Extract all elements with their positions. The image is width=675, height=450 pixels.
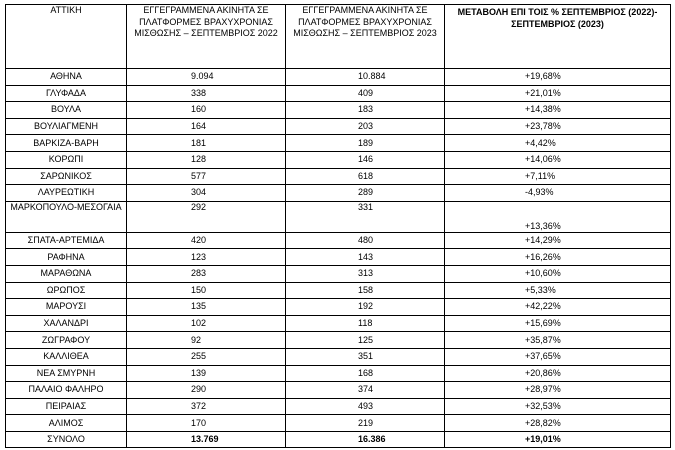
table-row (6, 415, 671, 432)
cell-count-2023: 409 (286, 85, 445, 102)
cell-change: +42,22% (445, 299, 671, 316)
cell-change: +14,06% (445, 151, 671, 168)
cell-count-2022: 577 (127, 168, 286, 185)
cell-count-2023: 168 (286, 365, 445, 382)
cell-municipality: ΚΑΛΛΙΘΕΑ (6, 348, 127, 365)
table-row (6, 85, 671, 102)
cell-municipality: ΑΘΗΝΑ (6, 69, 127, 86)
cell-change: -4,93% (445, 185, 671, 202)
table-row (6, 118, 671, 135)
cell-count-2023: 618 (286, 168, 445, 185)
cell-change: +19,68% (445, 69, 671, 86)
cell-change: +21,01% (445, 85, 671, 102)
cell-count-2022: 372 (127, 398, 286, 415)
cell-count-2022: 164 (127, 118, 286, 135)
cell-count-2023: 146 (286, 151, 445, 168)
cell-count-2022: 139 (127, 365, 286, 382)
cell-count-2023: 189 (286, 135, 445, 152)
cell-count-2022: 170 (127, 415, 286, 432)
table-row (6, 151, 671, 168)
cell-change: +37,65% (445, 348, 671, 365)
header-row (6, 5, 671, 69)
cell-change: +15,69% (445, 315, 671, 332)
cell-count-2022: 181 (127, 135, 286, 152)
table-row (6, 315, 671, 332)
cell-change: +10,60% (445, 265, 671, 282)
cell-municipality: ΠΑΛΑΙΟ ΦΑΛΗΡΟ (6, 382, 127, 399)
cell-count-2022: 290 (127, 382, 286, 399)
table-row (6, 201, 671, 232)
cell-municipality: ΖΩΓΡΑΦΟΥ (6, 332, 127, 349)
cell-count-2022: 292 (127, 201, 286, 232)
cell-municipality: ΧΑΛΑΝΔΡΙ (6, 315, 127, 332)
cell-count-2023: 183 (286, 102, 445, 119)
cell-count-2023: 158 (286, 282, 445, 299)
cell-municipality: ΝΕΑ ΣΜΥΡΝΗ (6, 365, 127, 382)
cell-municipality: ΜΑΡΑΘΩΝΑ (6, 265, 127, 282)
cell-change: +35,87% (445, 332, 671, 349)
cell-count-2023: 493 (286, 398, 445, 415)
table-row (6, 282, 671, 299)
cell-municipality: ΩΡΩΠΟΣ (6, 282, 127, 299)
cell-count-2023: 192 (286, 299, 445, 316)
rental-properties-table (5, 4, 671, 448)
cell-change: +5,33% (445, 282, 671, 299)
cell-count-2023: 331 (286, 201, 445, 232)
cell-municipality: ΒΟΥΛΑ (6, 102, 127, 119)
cell-count-2023: 313 (286, 265, 445, 282)
cell-count-2023: 289 (286, 185, 445, 202)
cell-change: +4,42% (445, 135, 671, 152)
cell-count-2022: 150 (127, 282, 286, 299)
total-label: ΣΥΝΟΛΟ (6, 431, 127, 448)
cell-count-2022: 102 (127, 315, 286, 332)
cell-municipality: ΡΑΦΗΝΑ (6, 249, 127, 266)
table-row (6, 299, 671, 316)
cell-municipality: ΣΠΑΤΑ-ΑΡΤΕΜΙΔΑ (6, 232, 127, 249)
cell-municipality: ΠΕΙΡΑΙΑΣ (6, 398, 127, 415)
cell-municipality: ΚΟΡΩΠΙ (6, 151, 127, 168)
cell-change: +14,38% (445, 102, 671, 119)
cell-change: +13,36% (445, 201, 671, 232)
header-sept-2023: ΕΓΓΕΓΡΑΜΜΕΝΑ ΑΚΙΝΗΤΑ ΣΕ ΠΛΑΤΦΟΡΜΕΣ ΒΡΑΧΥΧΡΟΝΙΑΣ ΜΙΣΘΩΣΗΣ – ΣΕΠΤΕΜΒΡΙΟΣ 2023 (286, 5, 445, 69)
cell-count-2023: 118 (286, 315, 445, 332)
table-row (6, 265, 671, 282)
total-count-2022: 13.769 (127, 431, 286, 448)
cell-count-2022: 420 (127, 232, 286, 249)
cell-municipality: ΒΑΡΚΙΖΑ-ΒΑΡΗ (6, 135, 127, 152)
table-row (6, 249, 671, 266)
cell-count-2022: 9.094 (127, 69, 286, 86)
header-region: ΑΤΤΙΚΗ (6, 5, 127, 69)
cell-municipality: ΜΑΡΟΥΣΙ (6, 299, 127, 316)
total-change: +19,01% (445, 431, 671, 448)
cell-count-2022: 92 (127, 332, 286, 349)
cell-municipality: ΑΛΙΜΟΣ (6, 415, 127, 432)
header-sept-2022: ΕΓΓΕΓΡΑΜΜΕΝΑ ΑΚΙΝΗΤΑ ΣΕ ΠΛΑΤΦΟΡΜΕΣ ΒΡΑΧΥΧΡΟΝΙΑΣ ΜΙΣΘΩΣΗΣ – ΣΕΠΤΕΜΒΡΙΟΣ 2022 (127, 5, 286, 69)
table-row (6, 348, 671, 365)
cell-count-2023: 480 (286, 232, 445, 249)
cell-count-2022: 160 (127, 102, 286, 119)
cell-count-2023: 374 (286, 382, 445, 399)
cell-count-2022: 338 (127, 85, 286, 102)
cell-change: +32,53% (445, 398, 671, 415)
cell-change: +7,11% (445, 168, 671, 185)
cell-count-2023: 143 (286, 249, 445, 266)
cell-change: +28,97% (445, 382, 671, 399)
table-row (6, 382, 671, 399)
cell-change: +14,29% (445, 232, 671, 249)
cell-change: +20,86% (445, 365, 671, 382)
cell-municipality: ΒΟΥΛΙΑΓΜΕΝΗ (6, 118, 127, 135)
total-count-2023: 16.386 (286, 431, 445, 448)
cell-count-2023: 351 (286, 348, 445, 365)
table-row (6, 135, 671, 152)
table-row (6, 168, 671, 185)
cell-municipality: ΓΛΥΦΑΔΑ (6, 85, 127, 102)
cell-count-2022: 123 (127, 249, 286, 266)
cell-count-2023: 10.884 (286, 69, 445, 86)
cell-count-2022: 255 (127, 348, 286, 365)
cell-change: +23,78% (445, 118, 671, 135)
cell-count-2023: 219 (286, 415, 445, 432)
cell-count-2023: 125 (286, 332, 445, 349)
cell-change: +16,26% (445, 249, 671, 266)
table-row (6, 232, 671, 249)
total-row (6, 431, 671, 448)
cell-count-2022: 135 (127, 299, 286, 316)
cell-count-2022: 128 (127, 151, 286, 168)
table-row (6, 365, 671, 382)
cell-municipality: ΜΑΡΚΟΠΟΥΛΟ-ΜΕΣΟΓΑΙΑ (6, 201, 127, 232)
cell-change: +28,82% (445, 415, 671, 432)
cell-count-2022: 304 (127, 185, 286, 202)
table-row (6, 69, 671, 86)
table-row (6, 398, 671, 415)
cell-municipality: ΛΑΥΡΕΩΤΙΚΗ (6, 185, 127, 202)
table-row (6, 332, 671, 349)
table-row (6, 102, 671, 119)
cell-count-2023: 203 (286, 118, 445, 135)
cell-count-2022: 283 (127, 265, 286, 282)
table-row (6, 185, 671, 202)
header-percent-change: ΜΕΤΑΒΟΛΗ ΕΠΙ ΤΟΙΣ % ΣΕΠΤΕΜΒΡΙΟΣ (2022)-ΣΕΠΤΕΜΒΡΙΟΣ (2023) (445, 5, 671, 69)
cell-municipality: ΣΑΡΩΝΙΚΟΣ (6, 168, 127, 185)
